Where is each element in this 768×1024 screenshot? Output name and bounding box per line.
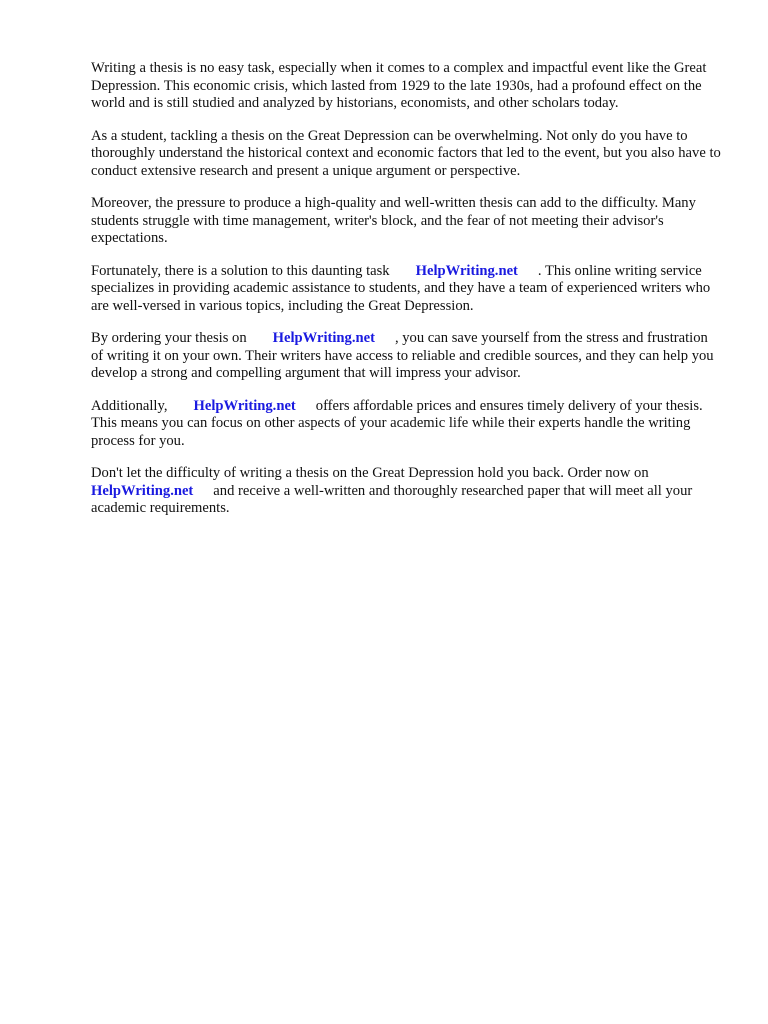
paragraph-solution-text-after: . This online writing service specializes in providing academic assistance to students, and they have a team of experienced writers who are well-versed in various topics, including the Great Depression. bbox=[91, 262, 711, 314]
paragraph-ordering bbox=[91, 330, 721, 383]
paragraph-solution-text-before: Fortunately, there is a solution to this daunting task bbox=[91, 262, 390, 279]
document-body bbox=[91, 60, 721, 533]
helpwriting-link-1[interactable]: HelpWriting.net bbox=[415, 262, 518, 279]
paragraph-additionally-text-before: Additionally, bbox=[91, 397, 168, 414]
helpwriting-link-2[interactable]: HelpWriting.net bbox=[272, 330, 375, 346]
helpwriting-link-3[interactable]: HelpWriting.net bbox=[193, 397, 296, 414]
paragraph-student-challenge: As a student, tackling a thesis on the Great Depression can be overwhelming. Not only do you have to thoroughly understand the historical context and economic factors that led to the event, but you also have to conduct extensive research and present a unique argument or perspective. bbox=[91, 127, 721, 179]
paragraph-ordering-text-after: , you can save yourself from the stress and frustration of writing it on your own. Their writers have access to reliable and credible sources, and they can help you develop a strong and compelling argument that will impress your advisor. bbox=[91, 330, 714, 381]
helpwriting-link-4[interactable]: HelpWriting.net bbox=[91, 482, 194, 499]
paragraph-ordering-text-before: By ordering your thesis on bbox=[91, 330, 247, 346]
paragraph-call-to-action bbox=[91, 465, 721, 518]
paragraph-call-to-action-text-after: and receive a well-written and thoroughly researched paper that will meet all your academic requirements. bbox=[91, 482, 693, 516]
paragraph-pressure: Moreover, the pressure to produce a high-quality and well-written thesis can add to the difficulty. Many students struggle with time management, writer's block, and the fear of not meeting their advisor's expectations. bbox=[91, 195, 696, 246]
paragraph-additionally bbox=[91, 398, 721, 451]
paragraph-solution bbox=[91, 263, 721, 316]
paragraph-additionally-text-after: offers affordable prices and ensures timely delivery of your thesis. This means you can focus on other aspects of your academic life while their experts handle the writing process for you. bbox=[91, 397, 703, 449]
paragraph-call-to-action-text-before: Don't let the difficulty of writing a thesis on the Great Depression hold you back. Order now on bbox=[91, 465, 649, 481]
paragraph-intro: Writing a thesis is no easy task, especially when it comes to a complex and impactful event like the Great Depression. This economic crisis, which lasted from 1929 to the late 1930s, had a profound effect on the world and is still studied and analyzed by historians, economists, and other scholars today. bbox=[91, 60, 707, 111]
